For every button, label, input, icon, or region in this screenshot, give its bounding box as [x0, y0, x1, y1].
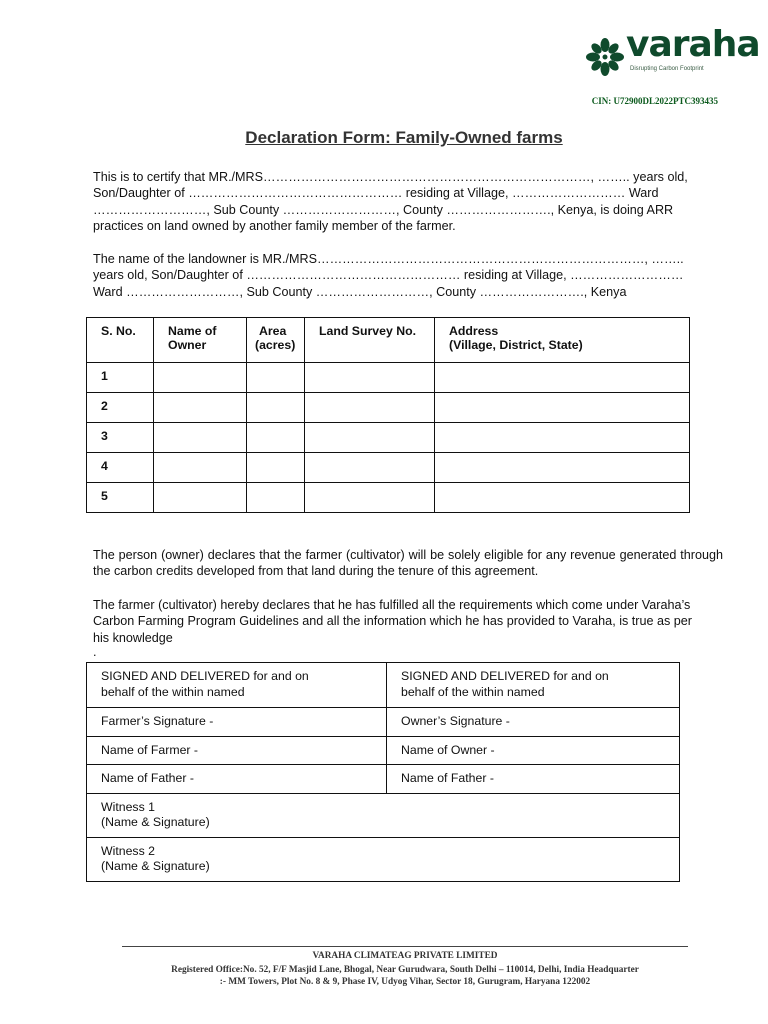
paragraph-line: years old, Son/Daughter of …………………………………………… residing at Village, ……………………… [93, 268, 684, 283]
paragraph-line: The name of the landowner is MR./MRS……………………………………………………………………, …….. [93, 252, 684, 266]
paragraph-line: Carbon Farming Program Guidelines and all the information which he has provided to Varaha, is true as per [93, 614, 692, 629]
owner-name-field[interactable]: Name of Owner - [387, 736, 680, 765]
area-cell[interactable] [247, 453, 305, 483]
row-number: 1 [87, 363, 154, 393]
column-header-survey: Land Survey No. [305, 318, 435, 363]
witness-2-field[interactable]: Witness 2 (Name & Signature) [87, 837, 680, 881]
witness-1-row [87, 793, 680, 837]
survey-cell[interactable] [305, 423, 435, 453]
survey-cell[interactable] [305, 483, 435, 513]
witness-2-row [87, 837, 680, 881]
paragraph-line: practices on land owned by another family member of the farmer. [93, 218, 456, 233]
owner-name-cell[interactable] [154, 363, 247, 393]
owner-name-cell[interactable] [154, 483, 247, 513]
area-cell[interactable] [247, 363, 305, 393]
owner-father-field[interactable]: Name of Father - [387, 765, 680, 794]
form-title: Declaration Form: Family-Owned farms [245, 128, 563, 147]
address-cell[interactable] [435, 453, 690, 483]
logo-tagline: Disrupting Carbon Footprint [630, 66, 704, 72]
owner-name-cell[interactable] [154, 423, 247, 453]
column-header-sno: S. No. [87, 318, 154, 363]
landowner-paragraph [93, 251, 723, 300]
column-header-area: Area (acres) [247, 318, 305, 363]
table-row [87, 483, 690, 513]
footer-address-line-2: :- MM Towers, Plot No. 8 & 9, Phase IV, Udyog Vihar, Sector 18, Gurugram, Haryana 122002 [219, 977, 591, 987]
paragraph-line: ………………………, Sub County ………………………, County ……………………., Kenya, is doing ARR [93, 202, 674, 217]
table-row [87, 393, 690, 423]
address-cell[interactable] [435, 393, 690, 423]
row-number: 5 [87, 483, 154, 513]
paragraph-line: his knowledge [93, 630, 173, 645]
table-row [87, 423, 690, 453]
column-header-address: Address (Village, District, State) [435, 318, 690, 363]
address-cell[interactable] [435, 363, 690, 393]
owner-declaration-paragraph: The person (owner) declares that the farmer (cultivator) will be solely eligible for any revenue generated through the carbon credits developed from that land during the tenure of this agreement. [93, 548, 723, 579]
survey-cell[interactable] [305, 393, 435, 423]
paragraph-line: . [93, 644, 97, 659]
certification-paragraph [93, 169, 723, 234]
owner-name-cell[interactable] [154, 453, 247, 483]
farmer-father-field[interactable]: Name of Father - [87, 765, 387, 794]
paragraph-line: This is to certify that MR./MRS……………………………………………………………………, …….. years old, [93, 170, 688, 184]
row-number: 4 [87, 453, 154, 483]
footer-company-name: VARAHA CLIMATEAG PRIVATE LIMITED [312, 951, 498, 961]
witness-1-field[interactable]: Witness 1 (Name & Signature) [87, 793, 680, 837]
owner-name-cell[interactable] [154, 393, 247, 423]
cin-number: CIN: U72900DL2022PTC393435 [591, 96, 718, 106]
paragraph-line: Ward ………………………, Sub County ………………………, County ……………………., Kenya [93, 284, 627, 299]
farmer-signed-delivered: SIGNED AND DELIVERED for and on behalf of the within named [87, 663, 387, 708]
footer-address-line-1: Registered Office:No. 52, F/F Masjid Lane, Bhogal, Near Gurudwara, South Delhi – 110014, Delhi, India Headquarter [171, 965, 639, 975]
name-row [87, 736, 680, 765]
area-cell[interactable] [247, 393, 305, 423]
farmer-declaration-paragraph [93, 597, 723, 658]
logo-wordmark: varaha [626, 24, 760, 65]
column-header-owner-name: Name of Owner [154, 318, 247, 363]
footer-divider [122, 946, 688, 947]
paragraph-line: The farmer (cultivator) hereby declares that he has fulfilled all the requirements which come under Varaha’s [93, 598, 691, 612]
row-number: 2 [87, 393, 154, 423]
table-header-row [87, 318, 690, 363]
signature-row [87, 708, 680, 737]
paragraph-line: Son/Daughter of …………………………………………… residing at Village, ……………………… Ward [93, 186, 659, 201]
survey-cell[interactable] [305, 453, 435, 483]
father-name-row [87, 765, 680, 794]
table-row [87, 363, 690, 393]
area-cell[interactable] [247, 423, 305, 453]
row-number: 3 [87, 423, 154, 453]
owner-signed-delivered: SIGNED AND DELIVERED for and on behalf of the within named [387, 663, 680, 708]
leaf-emblem-icon [586, 38, 624, 76]
signature-table [86, 662, 680, 882]
address-cell[interactable] [435, 483, 690, 513]
survey-cell[interactable] [305, 363, 435, 393]
company-logo [586, 24, 760, 80]
owner-signature-field[interactable]: Owner’s Signature - [387, 708, 680, 737]
farmer-signature-field[interactable]: Farmer’s Signature - [87, 708, 387, 737]
area-cell[interactable] [247, 483, 305, 513]
address-cell[interactable] [435, 423, 690, 453]
farmer-name-field[interactable]: Name of Farmer - [87, 736, 387, 765]
land-details-table [86, 317, 690, 513]
table-row [87, 453, 690, 483]
signature-header-row [87, 663, 680, 708]
